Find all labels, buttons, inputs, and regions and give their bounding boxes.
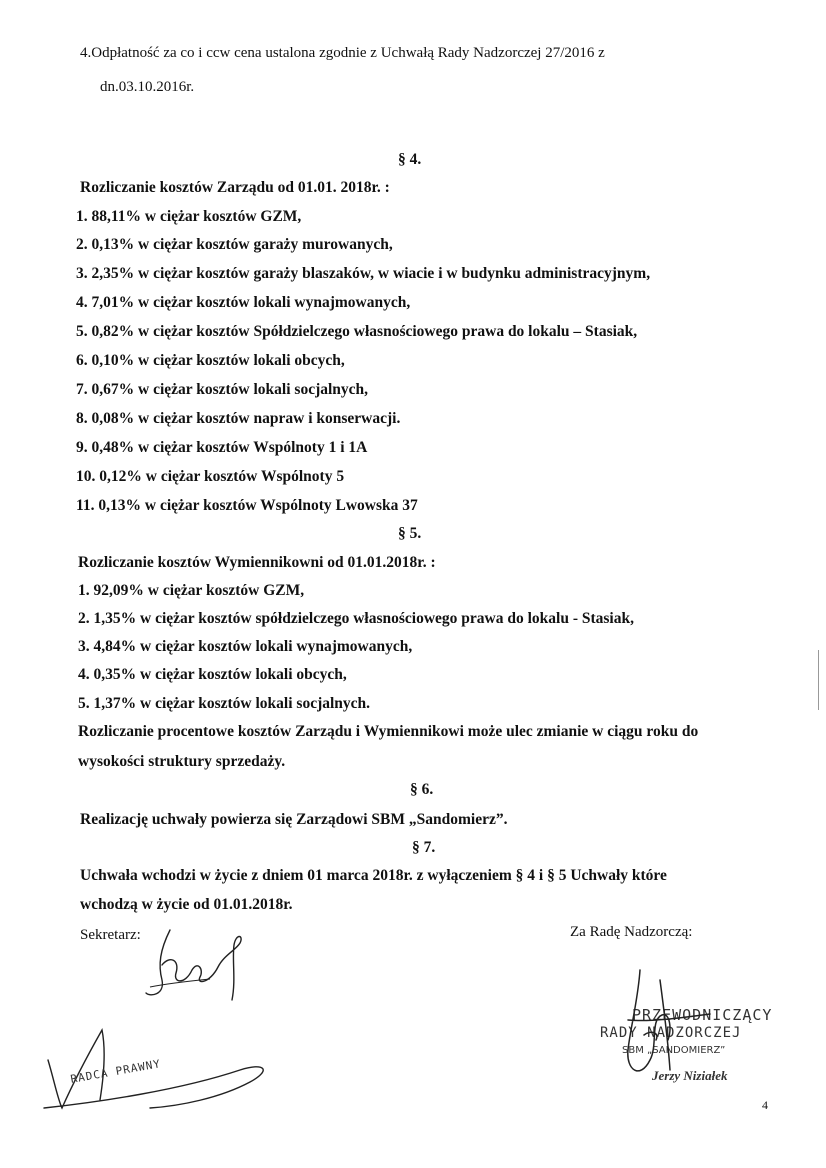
list-item: 1. 88,11% w ciężar kosztów GZM,: [76, 208, 302, 225]
chairman-signature: [610, 960, 720, 1090]
list-item: 4. 7,01% w ciężar kosztów lokali wynajmowanych,: [76, 294, 411, 311]
scan-edge-mark: [818, 650, 819, 710]
section-6-text: Realizację uchwały powierza się Zarządowi SBM „Sandomierz”.: [80, 811, 508, 828]
list-item: 5. 1,37% w ciężar kosztów lokali socjalnych.: [78, 695, 371, 712]
section-5-note-line-2: wysokości struktury sprzedaży.: [78, 753, 286, 770]
list-item: 9. 0,48% w ciężar kosztów Wspólnoty 1 i 1A: [76, 439, 368, 456]
header-line-1: 4.Odpłatność za co i ccw cena ustalona zgodnie z Uchwałą Rady Nadzorczej 27/2016 z: [80, 45, 605, 61]
list-item: 6. 0,10% w ciężar kosztów lokali obcych,: [76, 352, 345, 369]
section-4-heading: Rozliczanie kosztów Zarządu od 01.01. 2018r. :: [80, 179, 390, 196]
list-item: 5. 0,82% w ciężar kosztów Spółdzielczego własnościowego prawa do lokalu – Stasiak,: [76, 323, 638, 340]
stamp-line-3: SBM „SANDOMIERZ”: [622, 1045, 726, 1056]
page-number: 4: [762, 1098, 768, 1112]
legal-stamp-text: RADCA PRAWNY: [69, 1057, 162, 1086]
list-item: 11. 0,13% w ciężar kosztów Wspólnoty Lwowska 37: [76, 497, 418, 514]
list-item: 3. 2,35% w ciężar kosztów garaży blaszaków, w wiacie i w budynku administracyjnym,: [76, 265, 651, 282]
section-7-line-1: Uchwała wchodzi w życie z dniem 01 marca 2018r. z wyłączeniem § 4 i § 5 Uchwały które: [80, 867, 667, 884]
list-item: 4. 0,35% w ciężar kosztów lokali obcych,: [78, 666, 347, 683]
list-item: 8. 0,08% w ciężar kosztów napraw i konserwacji.: [76, 410, 401, 427]
section-7-line-2: wchodzą w życie od 01.01.2018r.: [80, 896, 293, 913]
section-5-note-line-1: Rozliczanie procentowe kosztów Zarządu i Wymiennikowi może ulec zmianie w ciągu roku do: [78, 723, 699, 740]
list-item: 2. 1,35% w ciężar kosztów spółdzielczego własnościowego prawa do lokalu - Stasiak,: [78, 610, 634, 627]
section-7-mark: § 7.: [412, 839, 436, 856]
stamp-line-2: RADY NADZORCZEJ: [600, 1025, 742, 1041]
stamp-name: Jerzy Niziałek: [652, 1068, 728, 1083]
list-item: 7. 0,67% w ciężar kosztów lokali socjalnych,: [76, 381, 369, 398]
header-line-2: dn.03.10.2016r.: [100, 79, 195, 95]
section-5-heading: Rozliczanie kosztów Wymiennikowni od 01.01.2018r. :: [78, 554, 436, 571]
stamp-line-1: PRZEWODNICZĄCY: [632, 1006, 773, 1024]
section-5-mark: § 5.: [398, 525, 422, 542]
section-6-mark: § 6.: [410, 781, 434, 798]
list-item: 1. 92,09% w ciężar kosztów GZM,: [78, 582, 305, 599]
list-item: 2. 0,13% w ciężar kosztów garaży murowanych,: [76, 236, 393, 253]
list-item: 3. 4,84% w ciężar kosztów lokali wynajmowanych,: [78, 638, 413, 655]
secretary-signature: [140, 925, 260, 1005]
section-4-mark: § 4.: [398, 151, 422, 168]
secretary-label: Sekretarz:: [80, 927, 141, 943]
list-item: 10. 0,12% w ciężar kosztów Wspólnoty 5: [76, 468, 345, 485]
board-label: Za Radę Nadzorczą:: [570, 924, 693, 940]
